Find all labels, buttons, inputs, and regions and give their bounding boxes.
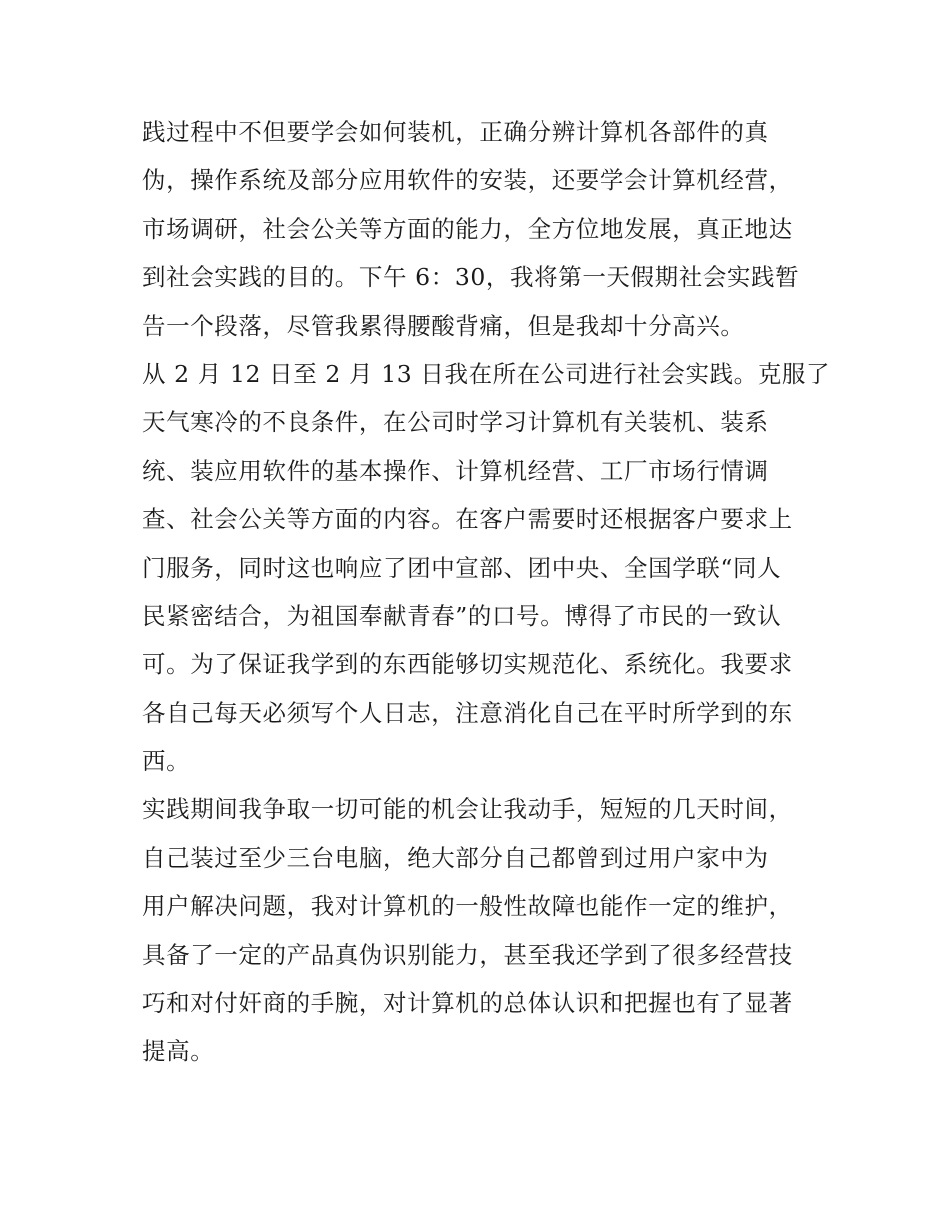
text-line: 巧和对付奸商的手腕，对计算机的总体认识和把握也有了显著 xyxy=(142,989,793,1018)
text-line: 践过程中不但要学会如何装机，正确分辨计算机各部件的真 xyxy=(142,118,769,146)
text-line: 各自己每天必须写个人日志，注意消化自己在平时所学到的东 xyxy=(142,698,793,727)
text-line: 可。为了保证我学到的东西能够切实规范化、系统化。我要求 xyxy=(142,650,793,679)
paragraph-1 xyxy=(142,108,822,350)
text-line: 市场调研，社会公关等方面的能力，全方位地发展，真正地达 xyxy=(142,214,793,243)
text-line: 告一个段落，尽管我累得腰酸背痛，但是我却十分高兴。 xyxy=(142,311,745,340)
text-line: 从 2 月 12 日至 2 月 13 日我在所在公司进行社会实践。克服了 xyxy=(142,359,831,388)
text-line: 到社会实践的目的。下午 6：30，我将第一天假期社会实践暂 xyxy=(142,263,800,292)
text-line: 自己装过至少三台电脑，绝大部分自己都曾到过用户家中为 xyxy=(142,843,769,872)
text-line: 西。 xyxy=(142,747,191,776)
text-line: 门服务，同时这也响应了团中宣部、团中央、全国学联“同人 xyxy=(142,553,782,582)
text-line: 实践期间我争取一切可能的机会让我动手，短短的几天时间， xyxy=(142,795,793,824)
text-line: 提高。 xyxy=(142,1037,215,1066)
paragraph-2 xyxy=(142,350,831,786)
text-line: 用户解决问题，我对计算机的一般性故障也能作一定的维护， xyxy=(142,892,793,921)
text-line: 具备了一定的产品真伪识别能力，甚至我还学到了很多经营技 xyxy=(142,940,793,969)
document-body xyxy=(142,108,831,1076)
text-line: 民紧密结合，为祖国奉献青春”的口号。博得了市民的一致认 xyxy=(142,601,782,630)
text-line: 天气寒冷的不良条件，在公司时学习计算机有关装机、装系 xyxy=(142,408,769,437)
text-line: 查、社会公关等方面的内容。在客户需要时还根据客户要求上 xyxy=(142,505,793,534)
text-line: 伪，操作系统及部分应用软件的安装，还要学会计算机经营， xyxy=(142,166,793,195)
text-line: 统、装应用软件的基本操作、计算机经营、工厂市场行情调 xyxy=(142,456,769,485)
paragraph-3 xyxy=(142,785,822,1075)
